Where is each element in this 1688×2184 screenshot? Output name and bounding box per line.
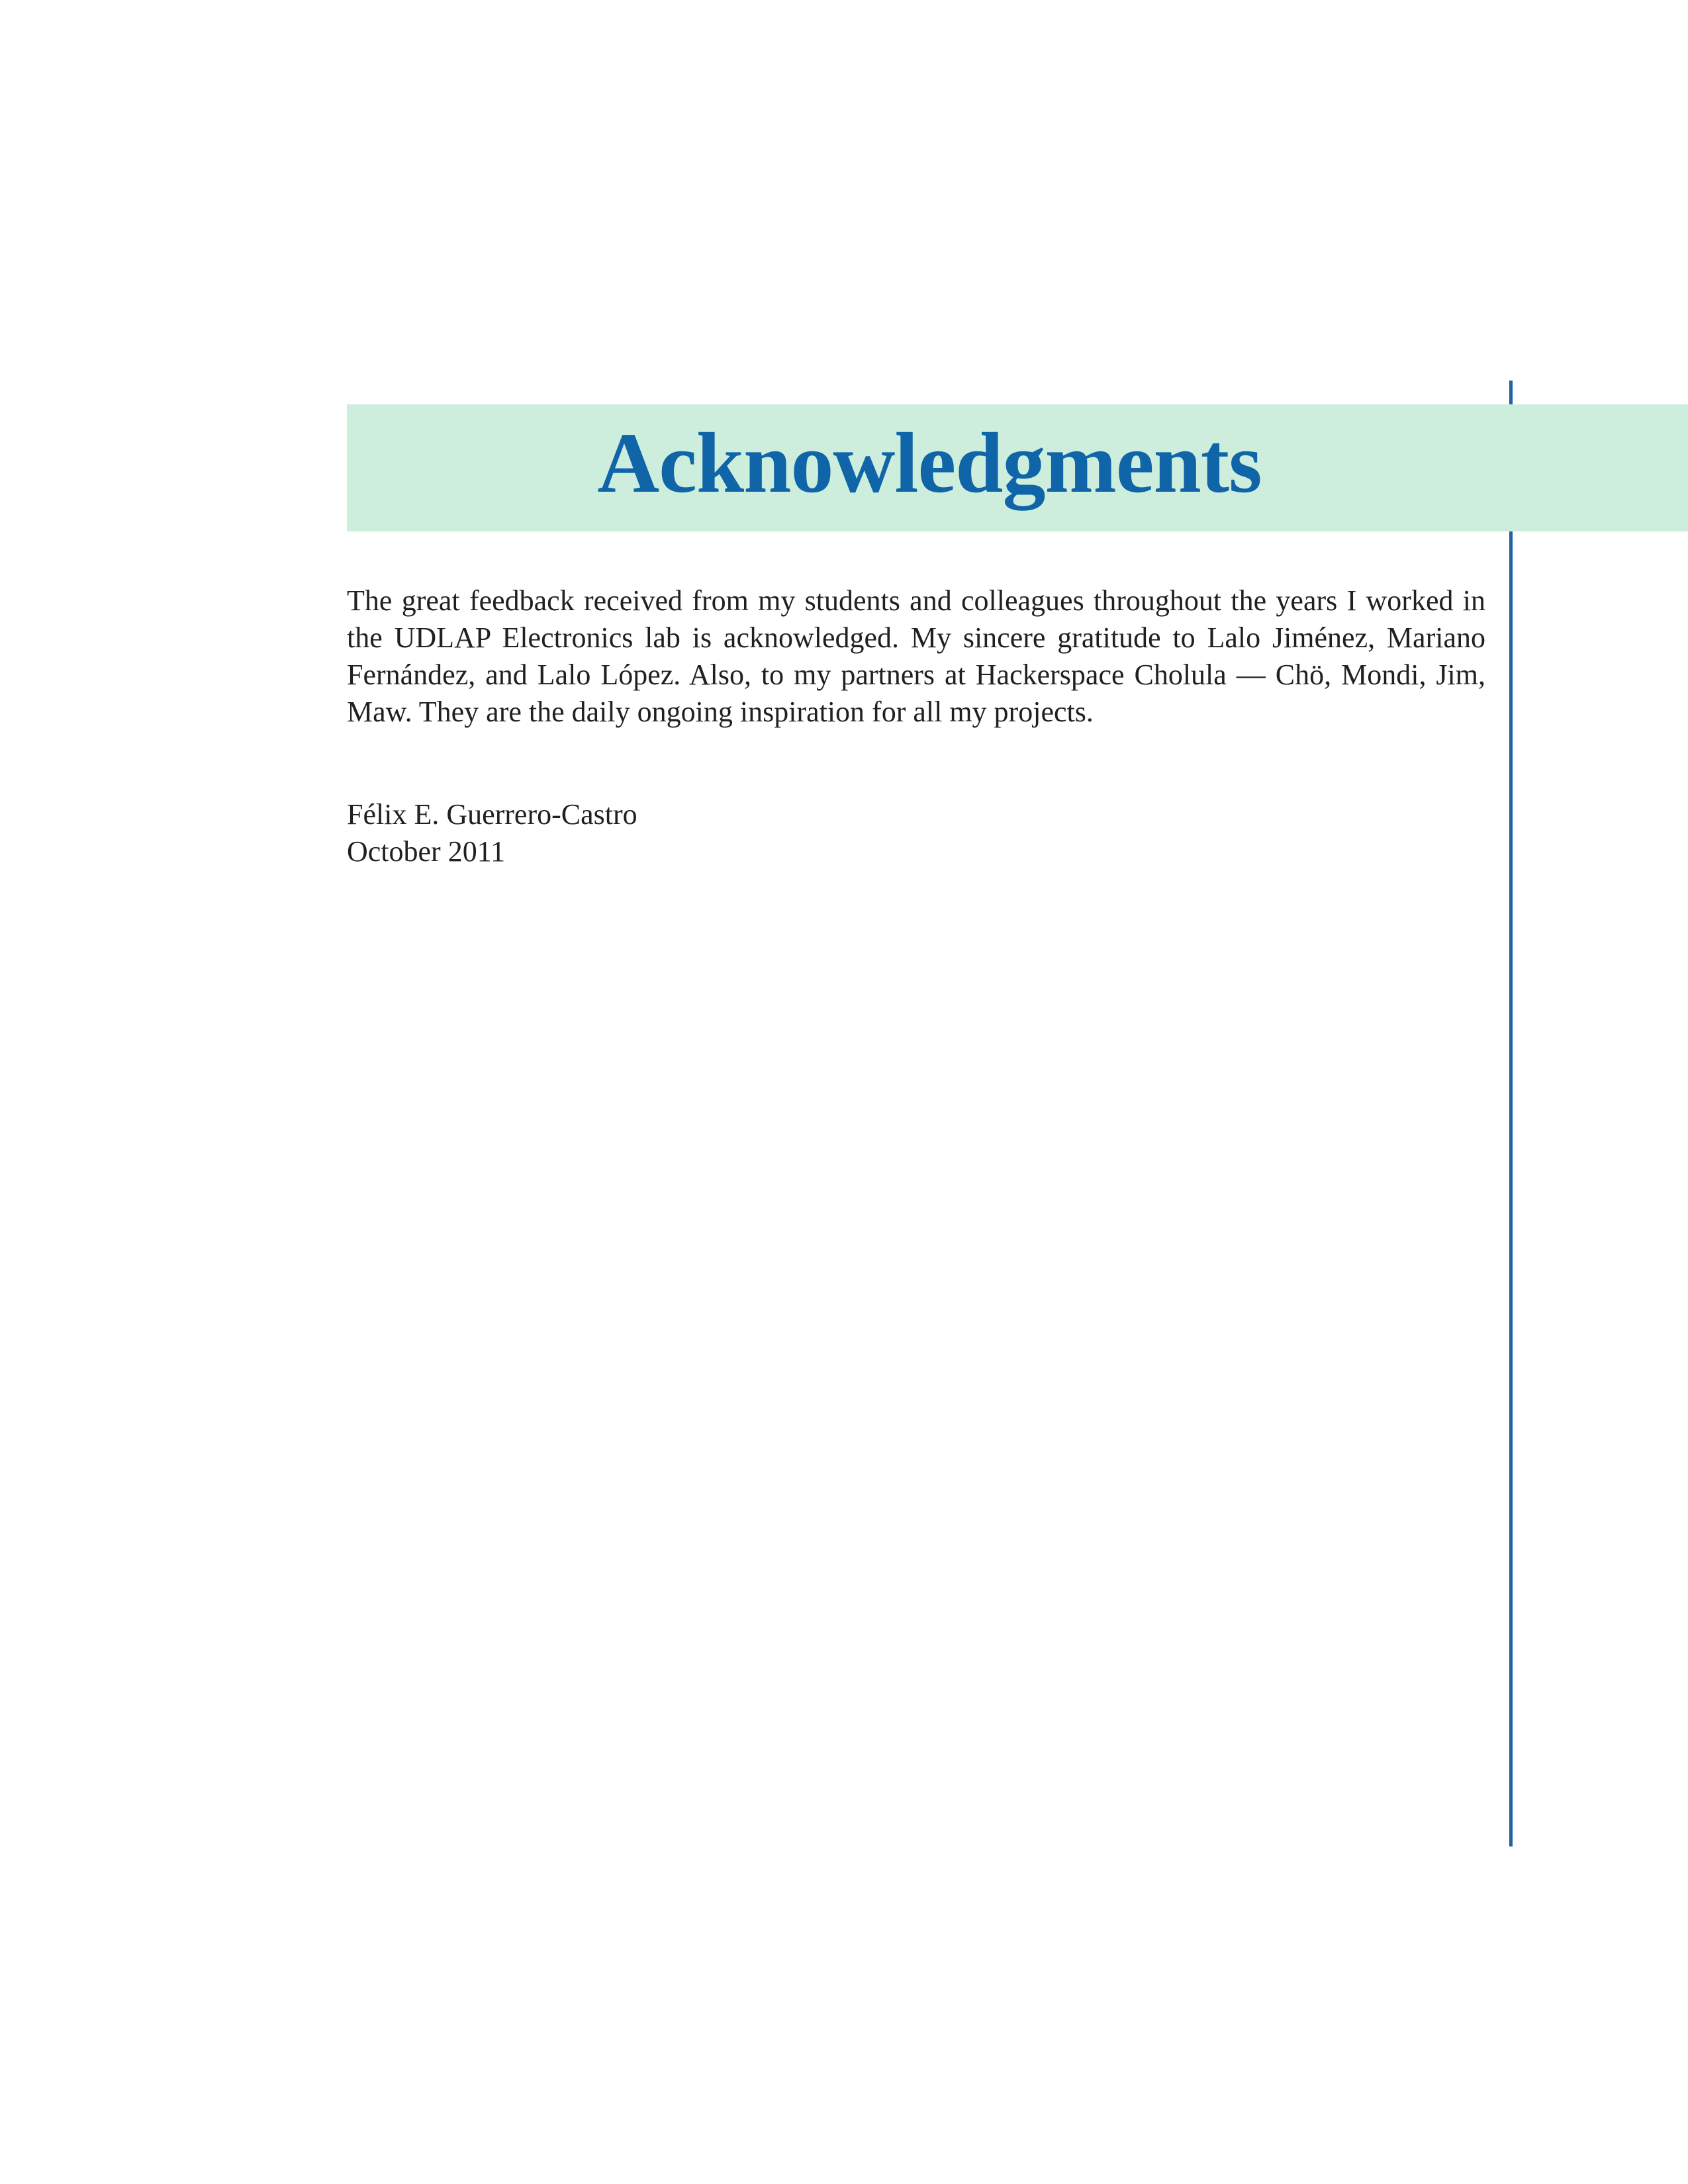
margin-rule <box>1509 381 1513 1846</box>
acknowledgment-paragraph: The great feedback received from my students and colleagues throughout the years I worked in the UDLAP Electronics lab is acknowledged. My sincere gratitude to Lalo Jiménez, Mariano Fernández, and Lalo López. Also, to my partners at Hackerspace Cholula — Chö, Mondi, Jim, Maw. They are the daily ongoing inspiration for all my projects. <box>347 584 1485 728</box>
signature-name: Félix E. Guerrero-Castro <box>347 798 637 831</box>
signature-date: October 2011 <box>347 835 506 868</box>
signature-block <box>347 796 1141 870</box>
section-title: Acknowledgments <box>597 416 1262 511</box>
